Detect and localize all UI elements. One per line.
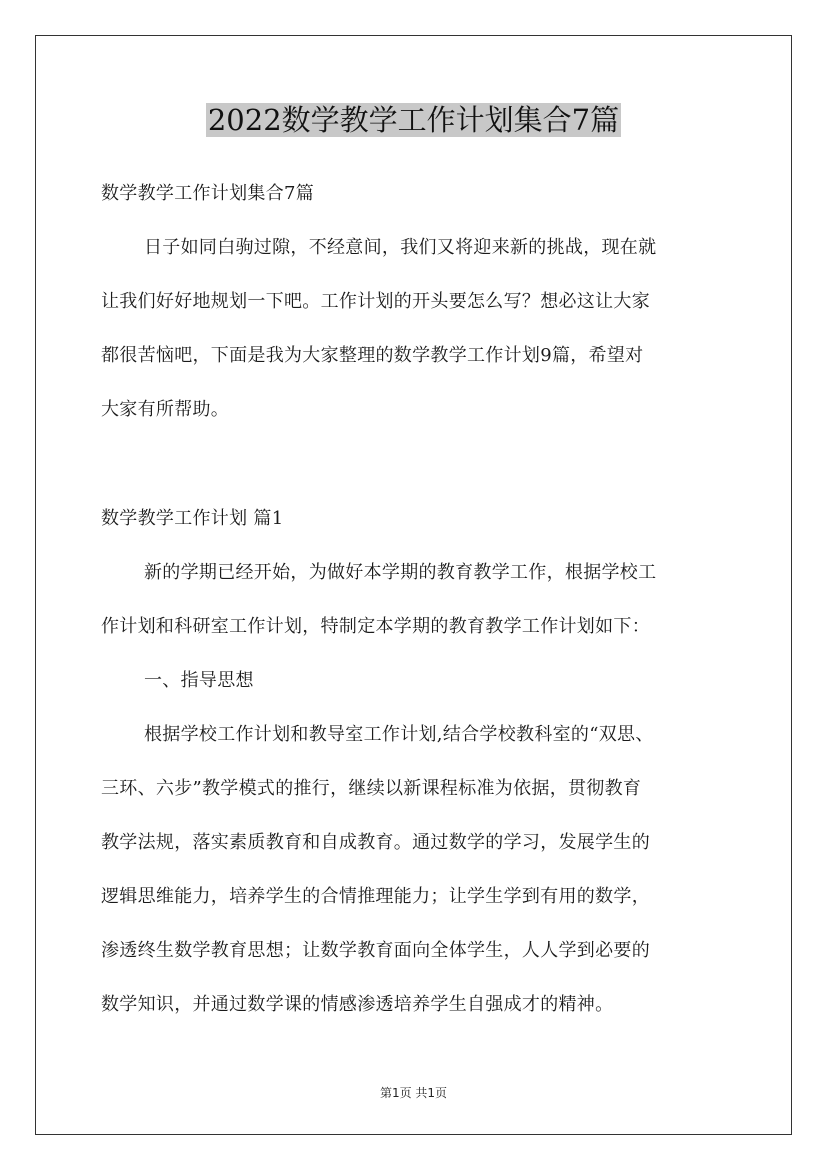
intro-line: 都很苦恼吧，下面是我为大家整理的数学教学工作计划9篇，希望对	[101, 345, 644, 366]
document-subtitle: 数学教学工作计划集合7篇	[101, 183, 315, 204]
intro-line: 大家有所帮助。	[101, 399, 230, 420]
page-footer: 第1页 共1页	[379, 1086, 448, 1100]
document-title	[0, 100, 827, 140]
guiding-text-line: 根据学校工作计划和教导室工作计划,结合学校教科室的“双思、	[144, 724, 654, 745]
intro-line: 让我们好好地规划一下吧。工作计划的开头要怎么写？想必这让大家	[101, 291, 650, 312]
section-heading: 数学教学工作计划 篇1	[101, 508, 284, 529]
guiding-text-line: 渗透终生数学教育思想；让数学教育面向全体学生，人人学到必要的	[101, 940, 650, 961]
guiding-text-line: 数学知识，并通过数学课的情感渗透培养学生自强成才的精神。	[101, 994, 614, 1015]
section-intro-line: 作计划和科研室工作计划，特制定本学期的教育教学工作计划如下：	[101, 616, 650, 637]
intro-line: 日子如同白驹过隙，不经意间，我们又将迎来新的挑战，现在就	[144, 237, 657, 258]
guiding-text-line: 三环、六步”教学模式的推行，继续以新课程标准为依据，贯彻教育	[101, 778, 642, 799]
guiding-text-line: 逻辑思维能力，培养学生的合情推理能力；让学生学到有用的数学，	[101, 886, 650, 907]
subsection-heading: 一、指导思想	[144, 670, 254, 691]
section-intro-line: 新的学期已经开始，为做好本学期的教育教学工作，根据学校工	[144, 562, 657, 583]
guiding-text-line: 教学法规，落实素质教育和自成教育。通过数学的学习，发展学生的	[101, 832, 650, 853]
document-title-text: 2022数学教学工作计划集合7篇	[207, 103, 620, 137]
